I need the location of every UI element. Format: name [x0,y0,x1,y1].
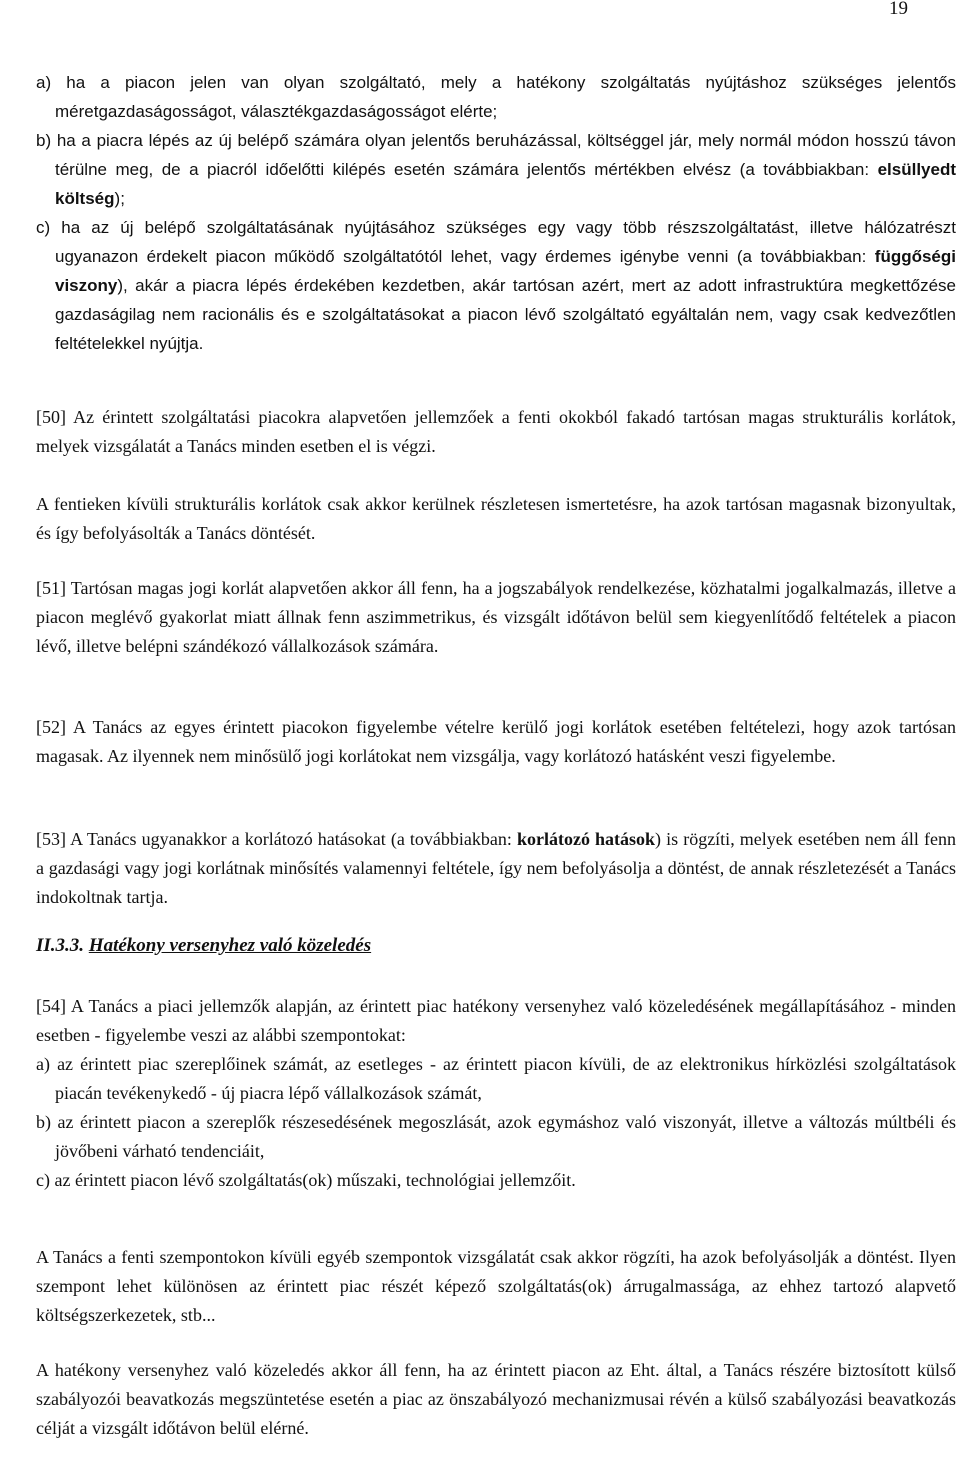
term-dependency: függőségi viszony [55,247,956,295]
criteria-list [36,68,956,358]
aspect-a: a) az érintett piac szereplőinek számát, az esetleges - az érintett piacon kívüli, de az elektronikus hírközlési szolgáltatások piacán tevékenykedő - új piacra lépő vállalkozások számát, [36,1054,956,1103]
term-restrictive-effects: korlátozó hatások [516,829,656,849]
paragraph-approach-condition: A hatékony versenyhez való közeledés akkor áll fenn, ha az érintett piacon az Eht. által, a Tanács részére biztosított külső szabályozói beavatkozás megszüntetése esetén a piac az önszabályozó mechanizmusai révén a külső szabályozási beavatkozás célját a vizsgált időtávon belül elérné. [36,1360,956,1438]
criterion-b: b) ha a piacra lépés az új belépő számára olyan jelentős beruházással, költséggel jár, mely normál módon hosszú távon térülne meg, de a piacról időelőtti kilépés esetén számára jelentős mértékben elvész (a továbbiakban: elsüllyedt költség); [36,131,956,208]
paragraph-51: [51] Tartósan magas jogi korlát alapvetően akkor áll fenn, ha a jogszabályok rendelkezése, közhatalmi jogalkalmazás, illetve a piacon meglévő gyakorlat miatt állnak fenn aszimmetrikus, és vizsgált időtávon belül sem kiegyenlítődő feltételek a piacon lévő, illetve belépni szándékozó vállalkozások számára. [36,578,956,656]
aspect-c: c) az érintett piacon lévő szolgáltatás(ok) műszaki, technológiai jellemzőit. [36,1170,576,1190]
page-number: 19 [889,0,908,19]
term-sunk-cost: elsüllyedt költség [55,160,956,208]
paragraph-50-continued: A fentieken kívüli strukturális korlátok csak akkor kerülnek részletesen ismertetésre, ha azok tartósan magasnak bizonyultak, és így befolyásolták a Tanács döntését. [36,494,956,543]
paragraph-50: [50] Az érintett szolgáltatási piacokra alapvetően jellemzőek a fenti okokból fakadó tartósan magas strukturális korlátok, melyek vizsgálatát a Tanács minden esetben el is végzi. [36,407,956,456]
section-number: II.3.3. [36,935,85,956]
paragraph-52: [52] A Tanács az egyes érintett piacokon figyelembe vételre kerülő jogi korlátok esetében feltételezi, hogy azok tartósan magasak. Az ilyennek nem minősülő jogi korlátokat nem vizsgálja, vagy korlátozó hatásként veszi figyelembe. [36,717,956,766]
paragraph-54-intro: [54] A Tanács a piaci jellemzők alapján, az érintett piac hatékony versenyhez való közeledésének megállapításához - minden esetben - figyelembe veszi az alábbi szempontokat: [36,996,956,1045]
criterion-a: a) ha a piacon jelen van olyan szolgáltató, mely a hatékony szolgáltatás nyújtáshoz szükséges jelentős méretgazdaságosságot, választékgazdaságosságot elérte; [36,73,956,121]
section-heading [36,935,371,957]
section-title: Hatékony versenyhez való közeledés [88,935,372,956]
criterion-c: c) ha az új belépő szolgáltatásának nyújtásához szükséges egy vagy több részszolgáltatást, illetve hálózatrészt ugyanazon érdekelt piacon működő szolgáltatótól lehet, vagy érdemes igénybe venni (a továbbiakban: függőségi viszony), akár a piacra lépés érdekében kezdetben, akár tartósan azért, mert az adott infrastruktúra megkettőzése gazdaságilag nem racionális és e szolgáltatásokat a piacon lévő szolgáltató egyáltalán nem, vagy csak kedvezőtlen feltételekkel nyújtja. [36,218,956,353]
paragraph-53: [53] A Tanács ugyanakkor a korlátozó hatásokat (a továbbiakban: korlátozó hatások) is rögzíti, melyek esetében nem áll fenn a gazdasági vagy jogi korlátnak minősítés valamennyi feltétele, így nem befolyásolja a döntést, de annak részletezését a Tanács indokoltnak tartja. [36,829,956,907]
paragraph-other-aspects: A Tanács a fenti szempontokon kívüli egyéb szempontok vizsgálatát csak akkor rögzíti, ha azok befolyásolják a döntést. Ilyen szempont lehet különösen az érintett piac részét képező szolgáltatás(ok) árrugalmassága, az ehhez tartozó alapvető költségszerkezetek, stb... [36,1247,956,1325]
aspect-b: b) az érintett piacon a szereplők részesedésének megoszlását, azok egymáshoz való viszonyát, illetve a változás múltbéli és jövőbeni várható tendenciáit, [36,1112,956,1161]
paragraph-54 [36,992,956,1195]
